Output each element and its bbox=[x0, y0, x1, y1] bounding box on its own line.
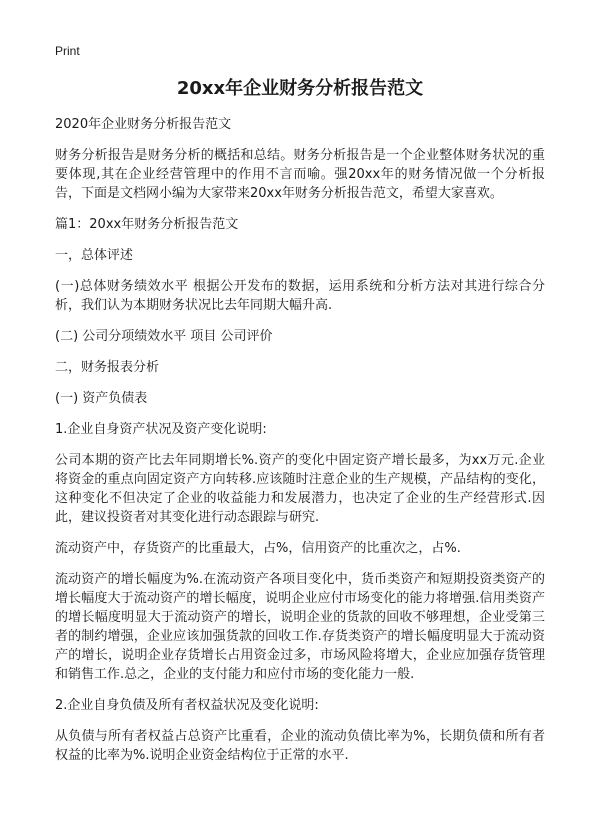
asset-change-paragraph: 公司本期的资产比去年同期增长%.资产的变化中固定资产增长最多，为xx万元.企业将资金的重点向固定资产方向转移.应该随时注意企业的生产规模，产品结构的变化，这种变化不但决定了企业的收益能力和发展潜力，也决定了企业的生产经营形式.因此，建议投资者对其变化进行动态跟踪与研究. bbox=[55, 453, 545, 525]
current-assets-growth-paragraph: 流动资产的增长幅度为%.在流动资产各项目变化中，货币类资产和短期投资类资产的增长幅度大于流动资产的增长幅度，说明企业应付市场变化的能力将增强.信用类资产的增长幅度明显大于流动资产的增长，说明企业的货款的回收不够理想，企业受第三者的制约增强，企业应该加强货款的回收工作.存货类资产的增长幅度明显大于流动资产的增长，说明企业存货增长占用资金过多，市场风险将增大，企业应加强存货管理和销售工作.总之，企业的支付能力和应付市场的变化能力一般. bbox=[55, 572, 545, 682]
subitem-performance-heading: (二) 公司分项绩效水平 项目 公司评价 bbox=[55, 329, 273, 344]
document-title: 20xx年企业财务分析报告范文 bbox=[176, 78, 424, 99]
heading-asset-status: 1.企业自身资产状况及资产变化说明: bbox=[55, 422, 267, 437]
print-label: Print bbox=[55, 44, 80, 58]
intro-paragraph: 财务分析报告是财务分析的概括和总结。财务分析报告是一个企业整体财务状况的重要体现,其在企业经营管理中的作用不言而喻。强20xx年的财务情况做一个分析报告，下面是文档网小编为大家带来20xx年财务分析报告范文，希望大家喜欢。 bbox=[55, 148, 545, 201]
overall-performance-paragraph: (一)总体财务绩效水平 根据公开发布的数据，运用系统和分析方法对其进行综合分析，我们认为本期财务状况比去年同期大幅升高. bbox=[55, 279, 545, 313]
heading-balance-sheet: (一) 资产负债表 bbox=[55, 391, 148, 406]
subtitle-paragraph: 2020年企业财务分析报告范文 bbox=[55, 117, 232, 132]
heading-liabilities-equity: 2.企业自身负债及所有者权益状况及变化说明: bbox=[55, 698, 319, 713]
section-heading-part1: 篇1：20xx年财务分析报告范文 bbox=[55, 217, 239, 232]
heading-financial-statement-analysis: 二，财务报表分析 bbox=[55, 360, 160, 375]
liabilities-equity-paragraph: 从负债与所有者权益占总资产比重看，企业的流动负债比率为%，长期负债和所有者权益的比率为%.说明企业资金结构位于正常的水平. bbox=[55, 729, 545, 763]
heading-overall-review: 一，总体评述 bbox=[55, 248, 134, 263]
current-assets-share-paragraph: 流动资产中，存货资产的比重最大，占%，信用资产的比重次之，占%. bbox=[55, 541, 461, 556]
